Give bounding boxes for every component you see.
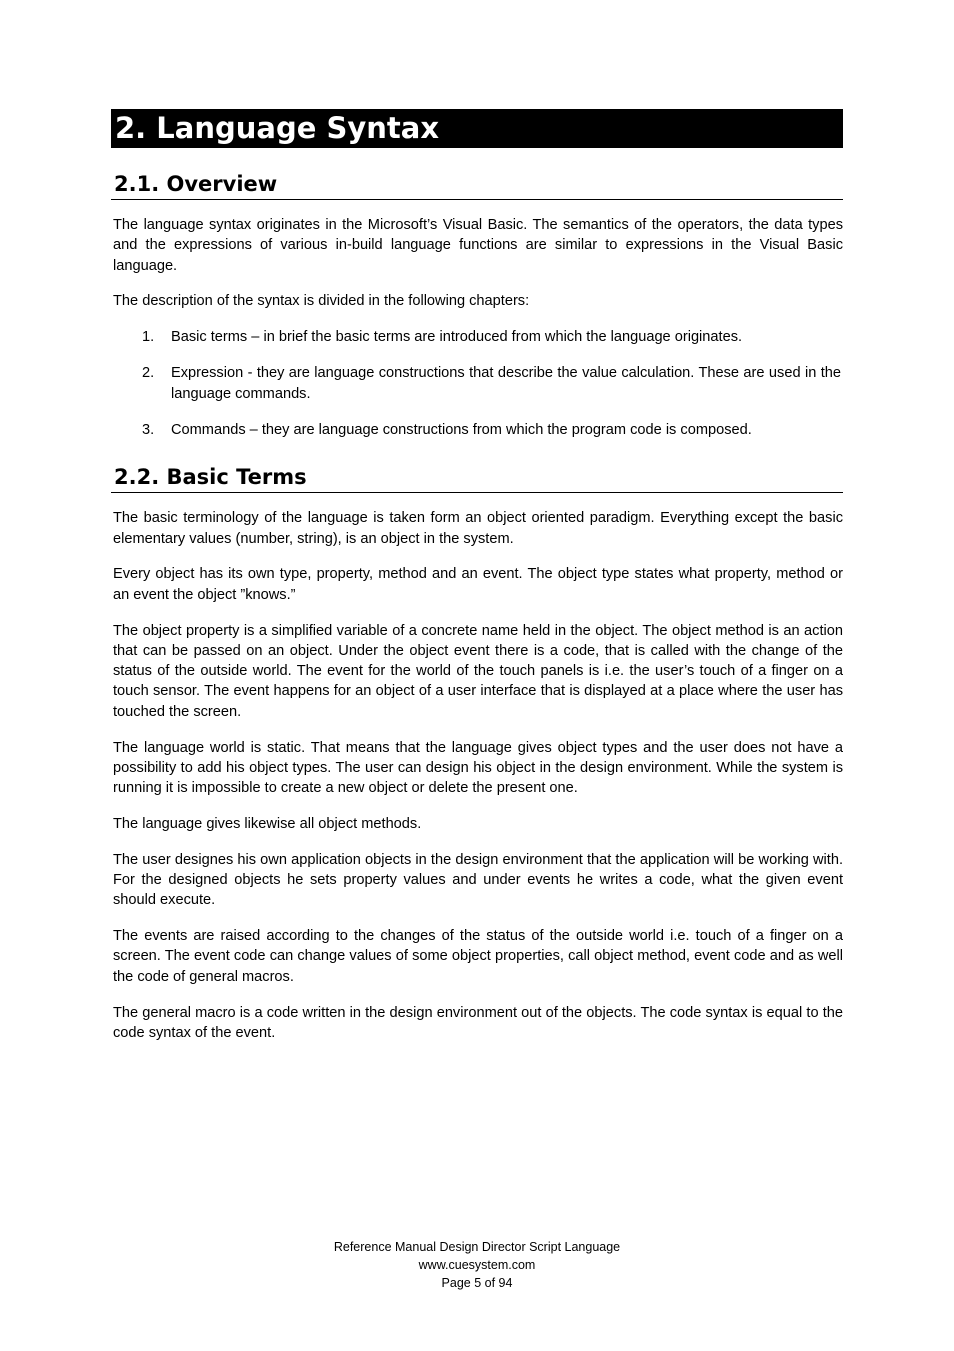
list-item — [111, 327, 843, 347]
basic-terms-paragraph: The object property is a simplified variable of a concrete name held in the object. The object method is an action that can be passed on an object. Under the object event there is a code, that is called with the change of the status of the outside world. The event for the world of the touch panels is i.e. the user’s touch of a finger on a touch sensor. The event happens for an object of a user interface that is displayed at a place where the user has touched the screen. — [113, 622, 843, 720]
list-item — [111, 363, 843, 404]
list-item-number: 2. — [142, 365, 155, 382]
basic-terms-paragraph: The language gives likewise all object methods. — [113, 815, 422, 832]
footer-page-number: Page 5 of 94 — [441, 1276, 513, 1290]
footer-website-link[interactable]: www.cuesystem.com — [418, 1258, 536, 1272]
basic-terms-paragraph: The general macro is a code written in the design environment out of the objects. The code syntax is equal to the code syntax of the event. — [113, 1004, 843, 1041]
page-footer — [0, 1238, 954, 1292]
overview-paragraph: The description of the syntax is divided in the following chapters: — [113, 293, 530, 310]
basic-terms-paragraph: The user designes his own application objects in the design environment that the application will be working with. For the designed objects he sets property values and under events he writes a code, what the given event should execute. — [113, 851, 843, 909]
basic-terms-paragraph: The events are raised according to the changes of the status of the outside world i.e. touch of a finger on a screen. The event code can change values of some object properties, call object method, event code and as well the code of general macros. — [113, 928, 843, 985]
basic-terms-paragraph: The language world is static. That means that the language gives object types and the user does not have a possibility to add his object types. The user can design his object in the design environment. While the system is running it is impossible to create a new object or delete the present one. — [113, 739, 843, 797]
section-heading-basic-terms: 2.2. Basic Terms — [111, 464, 843, 493]
chapter-list — [111, 327, 843, 440]
footer-document-title: Reference Manual Design Director Script Language — [333, 1240, 621, 1254]
list-item-number: 3. — [142, 422, 155, 439]
list-item-text: Basic terms – in brief the basic terms are introduced from which the language originates. — [171, 329, 743, 346]
list-item-number: 1. — [142, 329, 155, 346]
list-item — [111, 420, 843, 440]
basic-terms-paragraph: The basic terminology of the language is taken form an object oriented paradigm. Everything except the basic elementary values (number, string), is an object in the system. — [113, 510, 843, 547]
list-item-text: Commands – they are language constructions from which the program code is composed. — [171, 422, 752, 439]
overview-paragraph: The language syntax originates in the Microsoft’s Visual Basic. The semantics of the operators, the data types and the expressions of various in-build language functions are similar to expressions in the Visual Basic language. — [113, 217, 843, 274]
chapter-title: 2. Language Syntax — [111, 109, 843, 148]
list-item-text: Expression - they are language constructions that describe the value calculation. These are used in the language commands. — [171, 365, 841, 402]
basic-terms-paragraph: Every object has its own type, property, method and an event. The object type states what property, method or an event the object ”knows.” — [113, 566, 843, 603]
page-content — [111, 109, 843, 1043]
section-heading-overview: 2.1. Overview — [111, 171, 843, 200]
